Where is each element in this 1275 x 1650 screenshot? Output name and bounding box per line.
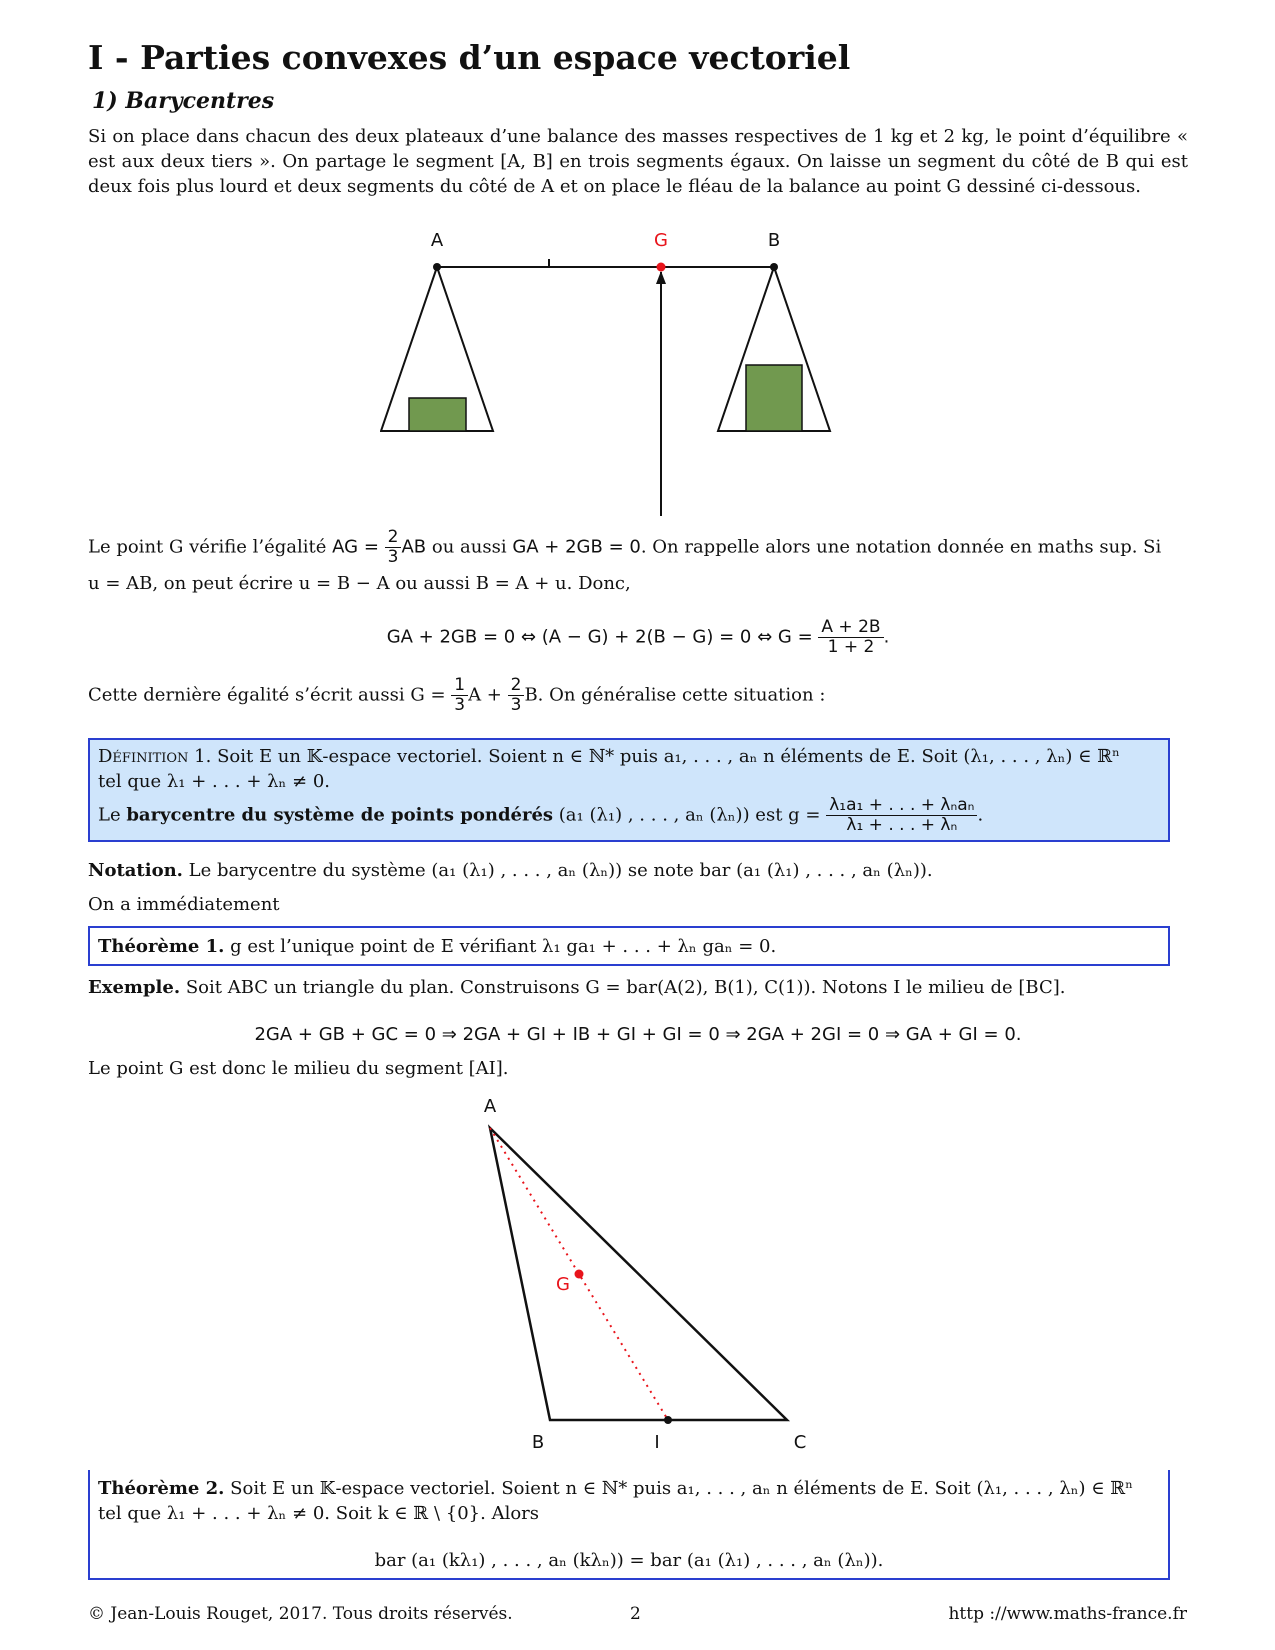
example-conclusion: Le point G est donc le milieu du segment [AI]. <box>88 1058 509 1079</box>
label-a: A <box>430 230 444 251</box>
mass-2kg <box>746 365 802 431</box>
theorem-2-box: Théorème 2. Soit E un 𝕂-espace vectoriel. Soient n ∈ ℕ* puis a₁, . . . , aₙ n éléments de E. Soit (λ₁, . . . , λₙ) ∈ ℝⁿ tel que λ₁ + . . . + λₙ ≠ 0. Soit k ∈ ℝ \ {0}. Alors bar (a₁ (kλ₁) , . . . , aₙ (kλₙ)) = bar (a₁ (λ₁) , . . . , aₙ (λₙ)). <box>88 1470 1170 1580</box>
point-b <box>770 263 778 271</box>
footer-url-link[interactable]: http ://www.maths-france.fr <box>948 1604 1187 1624</box>
label-g: G <box>654 230 668 251</box>
section-title: 1) Barycentres <box>92 88 275 114</box>
definition-box: Définition 1. Soit E un 𝕂-espace vectoriel. Soient n ∈ ℕ* puis a₁, . . . , aₙ n éléments de E. Soit (λ₁, . . . , λₙ) ∈ ℝⁿ tel que λ₁ + . . . + λₙ ≠ 0. Le barycentre du système de points pondérés (a₁ (λ₁) , . . . , aₙ (λₙ)) est g = $\frac{\text{λ₁a₁ + . . . + λₙaₙ}}{\text{λ₁ + . . . + λₙ}}$ . <box>88 738 1170 842</box>
label-g: G <box>556 1274 570 1295</box>
theorem-2-label: Théorème 2. <box>98 1478 225 1499</box>
footer-copyright: © Jean-Louis Rouget, 2017. Tous droits réservés. <box>88 1604 513 1624</box>
intro-paragraph: Si on place dans chacun des deux plateaux d’une balance des masses respectives de 1 kg et 2 kg, le point d’équilibre « est aux deux tiers ». On partage le segment [A, B] en trois segments égaux. On laisse un segment du côté de B qui est deux fois plus lourd et deux segments du côté de A et on place le fléau de la balance au point G dessiné ci-dessous. <box>88 126 1188 197</box>
definition-label: Définition 1. <box>98 746 212 767</box>
label-b: B <box>531 1432 545 1453</box>
theorem-1-box: Théorème 1. g est l’unique point de E vérifiant λ₁ ga₁ + . . . + λₙ gaₙ = 0. <box>88 926 1170 966</box>
page-number: 2 <box>630 1604 641 1624</box>
theorem-1-label: Théorème 1. <box>98 936 225 957</box>
triangle-abc <box>490 1128 787 1420</box>
example-equation: 2GA + GB + GC = 0 ⇒ 2GA + GI + IB + GI + GI = 0 ⇒ 2GA + 2GI = 0 ⇒ GA + GI = 0. <box>254 1024 1022 1045</box>
theorem-2-equation: bar (a₁ (kλ₁) , . . . , aₙ (kλₙ)) = bar (a₁ (λ₁) , . . . , aₙ (λₙ)). <box>374 1550 884 1571</box>
page-title: I - Parties convexes d’un espace vectoriel <box>88 38 851 77</box>
triangle-figure <box>470 1090 820 1460</box>
label-i: I <box>654 1432 660 1453</box>
point-i <box>664 1416 672 1424</box>
notation-paragraph: Notation. Le barycentre du système (a₁ (λ₁) , . . . , aₙ (λₙ)) se note bar (a₁ (λ₁) , . . . , aₙ (λₙ)). <box>88 860 933 881</box>
equality-paragraph: Le point G vérifie l’égalité AG = $\frac{2}{3}$ AB ou aussi GA + 2GB = 0. On rappelle alors une notation donnée en maths sup. Si <box>88 527 1162 567</box>
label-b: B <box>767 230 781 251</box>
balance-figure <box>380 226 880 516</box>
example-paragraph: Exemple. Soit ABC un triangle du plan. Construisons G = bar(A(2), B(1), C(1)). Notons I le milieu de [BC]. <box>88 977 1066 998</box>
point-g <box>575 1270 584 1279</box>
label-a: A <box>483 1096 497 1117</box>
point-g <box>657 263 666 272</box>
stand-arrowhead <box>656 271 666 284</box>
display-equation-1: GA + 2GB = 0 ⇔ (A − G) + 2(B − G) = 0 ⇔ G = $\frac{A + 2B}{1 + 2}$ . <box>386 617 890 657</box>
point-a <box>433 263 441 271</box>
mass-1kg <box>409 398 466 431</box>
label-c: C <box>793 1432 807 1453</box>
notation-reminder: u = AB, on peut écrire u = B − A ou aussi B = A + u. Donc, <box>88 573 631 594</box>
immediate-text: On a immédiatement <box>88 894 280 915</box>
generalisation-paragraph: Cette dernière égalité s’écrit aussi G = $\frac{1}{3}$ A + $\frac{2}{3}$ B. On généralise cette situation : <box>88 675 826 715</box>
